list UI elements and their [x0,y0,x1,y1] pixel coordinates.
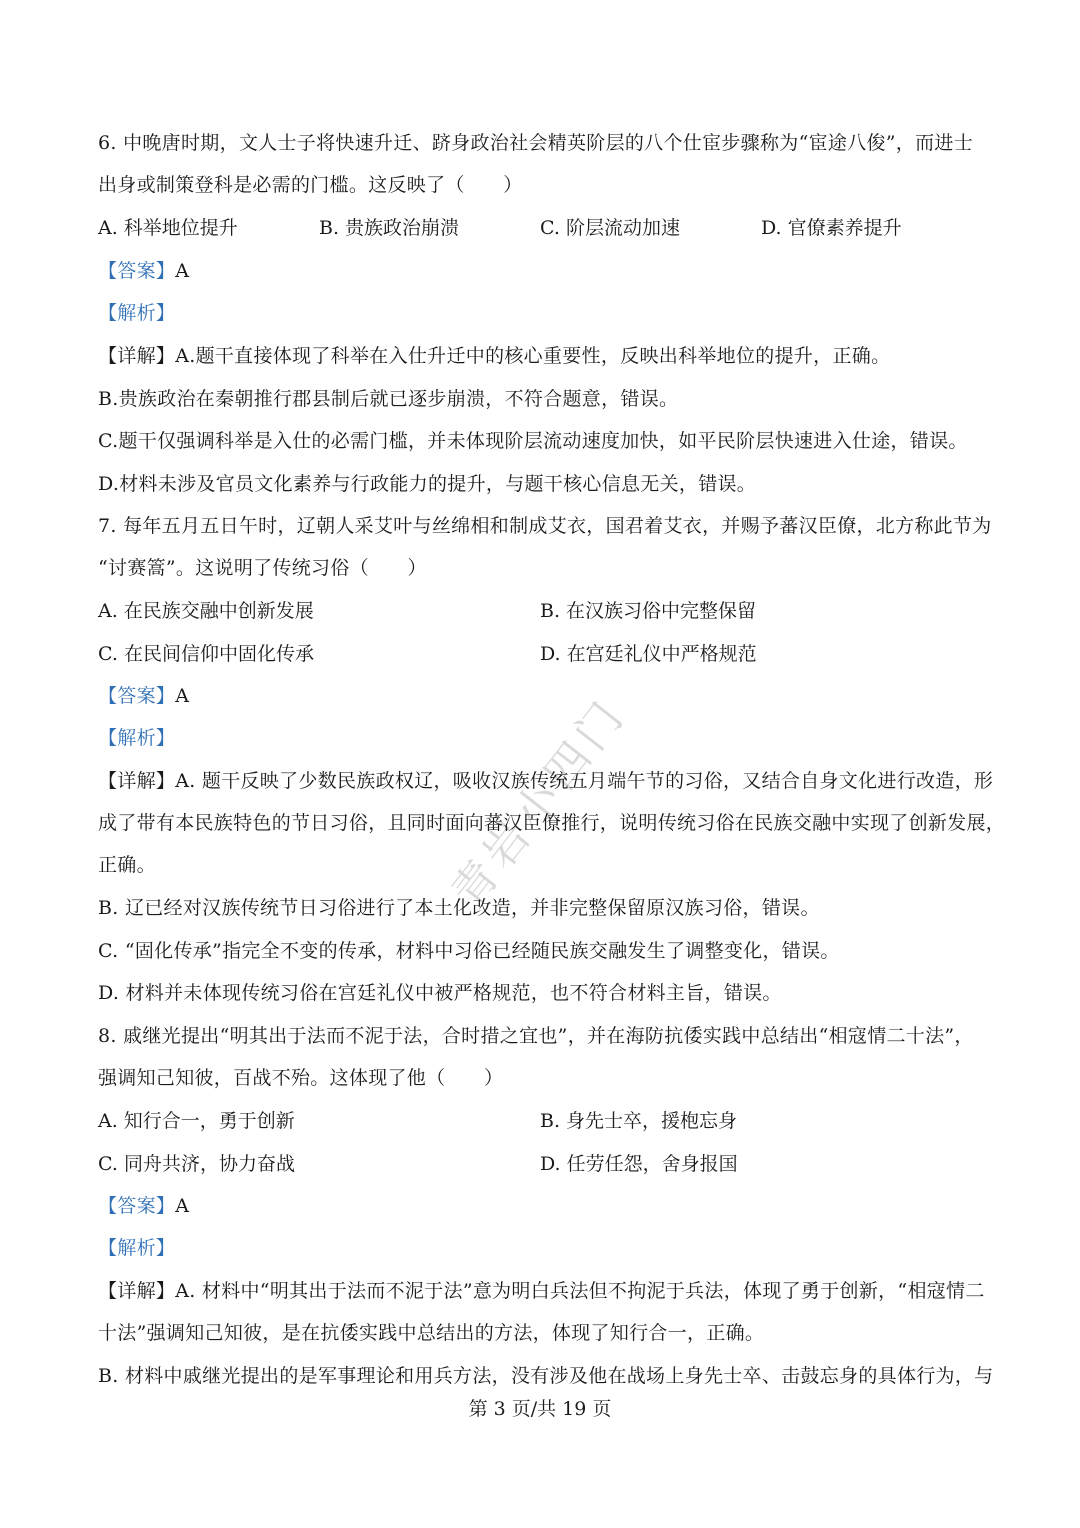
detail-tag: 【详解】 [98,1280,176,1302]
q8-detail-line-2: 十法”强调知己知彼，是在抗倭实践中总结出的方法，体现了知行合一，正确。 [98,1322,765,1344]
q8-detail-line-3: B. 材料中戚继光提出的是军事理论和用兵方法，没有涉及他在战场上身先士卒、击鼓忘身的具体行为，与 [98,1365,994,1387]
q7-option-d: D. 在宫廷礼仪中严格规范 [540,643,757,665]
detail-text: A. 题干反映了少数民族政权辽，吸收汉族传统五月端午节的习俗，又结合自身文化进行改造，形 [175,770,994,792]
q8-option-c: C. 同舟共济，协力奋战 [98,1153,295,1175]
q7-detail-line-5: C. “固化传承”指完全不变的传承，材料中习俗已经随民族交融发生了调整变化，错误。 [98,940,840,962]
q6-option-c: C. 阶层流动加速 [540,217,680,239]
q6-option-a: A. 科举地位提升 [98,217,238,239]
q6-detail-line-3: C.题干仅强调科举是入仕的必需门槛，并未体现阶层流动速度加快，如平民阶层快速进入仕途，错误。 [98,430,968,452]
q7-detail-line-1 [98,766,998,796]
watermark: 青岩小四门 [442,688,637,918]
q6-option-b: B. 贵族政治崩溃 [319,217,460,239]
page-number-footer: 第 3 页/共 19 页 [468,1398,612,1420]
q6-stem-line-1: 6. 中晚唐时期，文人士子将快速升迁、跻身政治社会精英阶层的八个仕宦步骤称为“宦途八俊”，而进士 [98,132,973,154]
q8-stem-line-1: 8. 戚继光提出“明其出于法而不泥于法，合时措之宜也”，并在海防抗倭实践中总结出“相寇情二十法”， [98,1025,974,1047]
q6-detail-line-2: B.贵族政治在秦朝推行郡县制后就已逐步崩溃，不符合题意，错误。 [98,388,679,410]
answer-tag: 【答案】 [98,260,176,282]
q8-option-d: D. 任劳任怨，舍身报国 [540,1153,738,1175]
q8-option-b: B. 身先士卒，援枹忘身 [540,1110,738,1132]
q8-stem-line-2: 强调知己知彼，百战不殆。这体现了他（ ） [98,1067,504,1089]
q6-option-d: D. 官僚素养提升 [761,217,902,239]
answer-value: A [175,685,190,707]
detail-text: A. 材料中“明其出于法而不泥于法”意为明白兵法但不拘泥于兵法，体现了勇于创新，“相寇情二 [175,1280,985,1302]
q7-detail-line-2: 成了带有本民族特色的节日习俗，且同时面向蕃汉臣僚推行，说明传统习俗在民族交融中实现了创新发展， [98,812,1006,834]
q7-option-a: A. 在民族交融中创新发展 [98,600,314,622]
q6-answer [98,256,998,286]
q8-analysis-tag: 【解析】 [98,1237,176,1259]
answer-tag: 【答案】 [98,1195,176,1217]
detail-text: A.题干直接体现了科举在入仕升迁中的核心重要性，反映出科举地位的提升，正确。 [175,345,891,367]
answer-value: A [175,1195,190,1217]
q6-stem-line-2: 出身或制策登科是必需的门槛。这反映了（ ） [98,174,523,196]
q7-detail-line-6: D. 材料并未体现传统习俗在宫廷礼仪中被严格规范，也不符合材料主旨，错误。 [98,982,782,1004]
q8-answer [98,1191,998,1221]
q7-stem-line-2: “讨赛篙”。这说明了传统习俗（ ） [98,557,427,579]
detail-tag: 【详解】 [98,770,176,792]
q8-option-a: A. 知行合一，勇于创新 [98,1110,295,1132]
q6-analysis-tag: 【解析】 [98,302,176,324]
detail-tag: 【详解】 [98,345,176,367]
answer-value: A [175,260,190,282]
q7-detail-line-4: B. 辽已经对汉族传统节日习俗进行了本土化改造，并非完整保留原汉族习俗，错误。 [98,897,820,919]
q7-answer [98,681,998,711]
q6-detail-line-1 [98,341,998,371]
q7-option-c: C. 在民间信仰中固化传承 [98,643,314,665]
q7-option-b: B. 在汉族习俗中完整保留 [540,600,757,622]
q7-stem-line-1: 7. 每年五月五日午时，辽朝人采艾叶与丝绵相和制成艾衣，国君着艾衣，并赐予蕃汉臣僚，北方称此节为 [98,515,992,537]
q7-detail-line-3: 正确。 [98,854,156,876]
q6-detail-line-4: D.材料未涉及官员文化素养与行政能力的提升，与题干核心信息无关，错误。 [98,473,757,495]
q8-detail-line-1 [98,1276,998,1306]
answer-tag: 【答案】 [98,685,176,707]
q7-analysis-tag: 【解析】 [98,727,176,749]
